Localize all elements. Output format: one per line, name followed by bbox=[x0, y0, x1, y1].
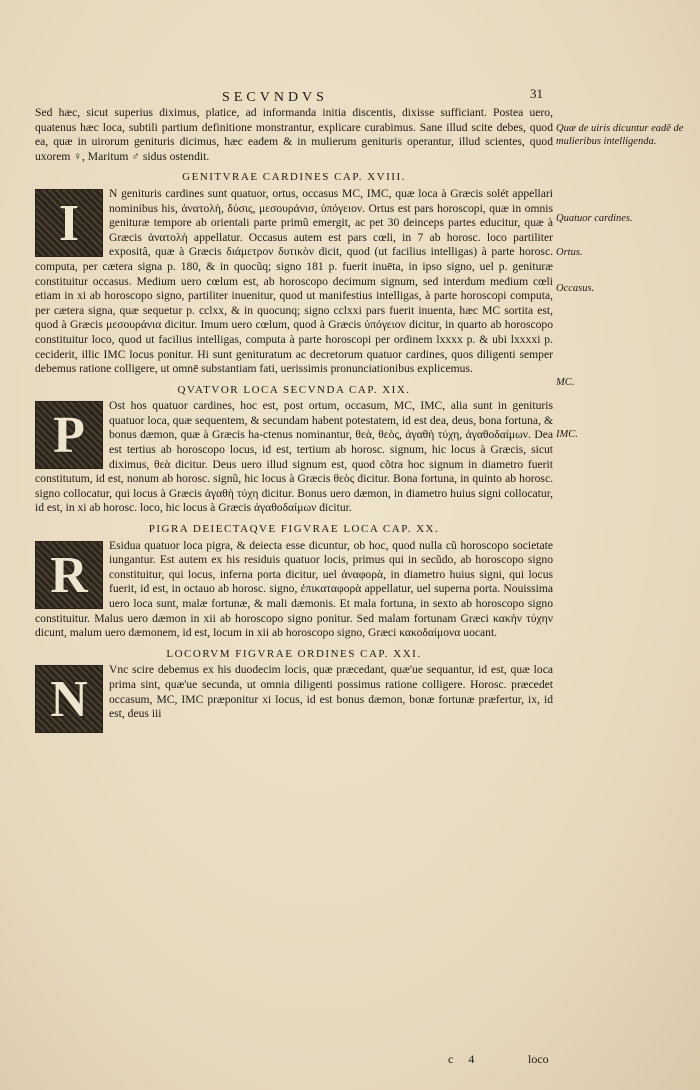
margin-note: Ortus. bbox=[556, 247, 583, 258]
chapter-18-text: N genituris cardines sunt quatuor, ortus, occasus MC, IMC, quæ loca à Græcis solét appellari nominibus his, ἀνατολὴ, δύσις, μεσουράνισ, ὑπόγειον. Ortus est pars horoscopi, quæ in omnis genituræ tempore ab orientali parte primũ emergit, ac pet 30 deinceps partes educitur, quæ à Græcis ἀνατολὴ appellatur. Occasus autem est pars cœli, in 7 ab horosc. loco partiliter expositâ, quæ à Græcis διάμετρον δυτικὸν dicit, quod (ut facilius intelligas) à parte horosc. computa, per cætera signa p. 180, & in quocũq; signo 181 p. fuerit inuēta, in ipso signo, uel p. genituræ constituitur occasus. Medium uero cœlum est, ab horoscopo decimum signum, sed interdum medium cœli etiam in xi ab horoscopo signo, partiliter inuenitur, quod ut manifestius intelligas, à parte horoscopi computa, per cætera signa, quæ sequetur p. cclxx, & in quocunq; signo cclxxi pars fuerit inuenta, hæc MC sortita est, quod à Græcis μεσουράνια dicitur. Imum uero cœlum, quod à Græcis ὑπόγειον dicitur, in quarto ab horoscopo constituitur loco, quod ut facilius intelligas, computa à parte horoscopi per ordinem lxxxx p. & ubi lxxxxi p. ceciderit, illic IMC locus ponitur. Hi sunt genituratum ac decretorum quatuor cardines, quos diligenti semper debemus ratione colligere, ut omnē substantiam fati, uerissimis pronunciationibus explicemus. bbox=[35, 186, 553, 376]
decorated-initial-i: I bbox=[35, 189, 103, 257]
signature-mark: c 4 bbox=[448, 1052, 481, 1066]
decorated-initial-r: R bbox=[35, 541, 103, 609]
text-column bbox=[35, 106, 553, 733]
decorated-initial-p: P bbox=[35, 401, 103, 469]
chapter-19-text: Ost hos quatuor cardines, hoc est, post ortum, occasum, MC, IMC, alia sunt in genituris quatuor loca, quæ sequentem, & secundam habent potestatem, id est dea, deus, bona fortuna, & bonus dæmon, quæ à Græcis ha-ctenus nominantur, θεὰ, θεὸς, ἀγαθὴ τύχη, ἀγαθοδαίμων. Dea est tertius ab horoscopo locus, id est, tertium ab horosc. signum, hic locus à Græcis, sicut diximus, θεὰ dicitur. Deus uero illud signum est, quod cõtra hoc signum in diametro fuerit constitutum, id est, nonum ab horosc. signũ, hic locus à Græcis θεὸς dicitur. Bona fortuna, in quinto ab horosc. signo collocatur, qui locus à Græcis ἀγαθὴ τύχη dicitur. Bonus uero dæmon, in diametro huius signi collocatur, id est, in xi ab horosc. loco, hic locus à Græcis ἀγαθοδαίμων dicitur. bbox=[35, 399, 553, 515]
catchword: loco bbox=[528, 1052, 549, 1066]
margin-note: MC. bbox=[556, 377, 575, 388]
chapter-20-text: Esidua quatuor loca pigra, & deiecta esse dicuntur, ob hoc, quod nulla cũ horoscopo societate iungantur. Est autem ex his residuis quatuor locis, primus qui in secũdo, ab horoscopo signo constituitur, qui locus, inferna porta dicitur, uel ἀναφορὰ, in diametro huius signi, qui locus fuerit, id est, in octauo ab horosc. signo, ἐπικαταφορὰ appellatur, uel superna porta. Nouissima uero loca sunt, malæ fortunæ, & mali dæmonis. Et mala fortuna, in sexto ab horoscopo signo constituitur. Malus uero dæmon in xii ab horoscopo signo ponitur. Sed malam fortunam Græci κακὴν τύχην dicunt, malum uero dæmonem, id est, locum in xii ab horoscopo signo, Græci κακοδαίμονα uocant. bbox=[35, 538, 553, 640]
decorated-initial-n: N bbox=[35, 665, 103, 733]
running-head: SECVNDVS bbox=[222, 90, 328, 105]
margin-note: Quæ de uiris dicuntur eadē de mulieribus intelligenda. bbox=[556, 123, 684, 147]
intro-paragraph: Sed hæc, sicut superius diximus, platice, ad informanda initia discentis, dixisse sufficiant. Postea uero, quatenus hæc loca, subtili partium definitione monstrantur, explicare curabimus. Sane illud scite debes, quod ea, quæ in uirorum genituris dicimus, hæc eadem & in mulierum genituris operantur, illud scientes, quod uxorem ♀, Maritum ♂ sidus ostendit. bbox=[35, 106, 553, 163]
margin-note: IMC. bbox=[556, 429, 578, 440]
chapter-title-21: LOCORVM FIGVRAE ORDINES CAP. XXI. bbox=[166, 647, 422, 660]
page-number: 31 bbox=[530, 86, 543, 101]
chapter-21-text: Vnc scire debemus ex his duodecim locis, quæ præcedant, quæ'ue sequantur, id est, quæ loca prima sint, quæ'ue secunda, ut omnia diligenti possimus ratione colligere. Horosc. præcedet occasum, MC, IMC præponitur xi locus, id est bonus dæmon, bonæ fortunæ præfertur, ix, id est, deus iii bbox=[109, 663, 553, 721]
margin-note: Occasus. bbox=[556, 283, 595, 294]
chapter-title-19: QVATVOR LOCA SECVNDA CAP. XIX. bbox=[177, 383, 411, 396]
margin-note: Quatuor cardines. bbox=[556, 213, 633, 224]
chapter-title-20: PIGRA DEIECTAQVE FIGVRAE LOCA CAP. XX. bbox=[148, 523, 440, 536]
chapter-title-18: GENITVRAE CARDINES CAP. XVIII. bbox=[182, 171, 406, 184]
